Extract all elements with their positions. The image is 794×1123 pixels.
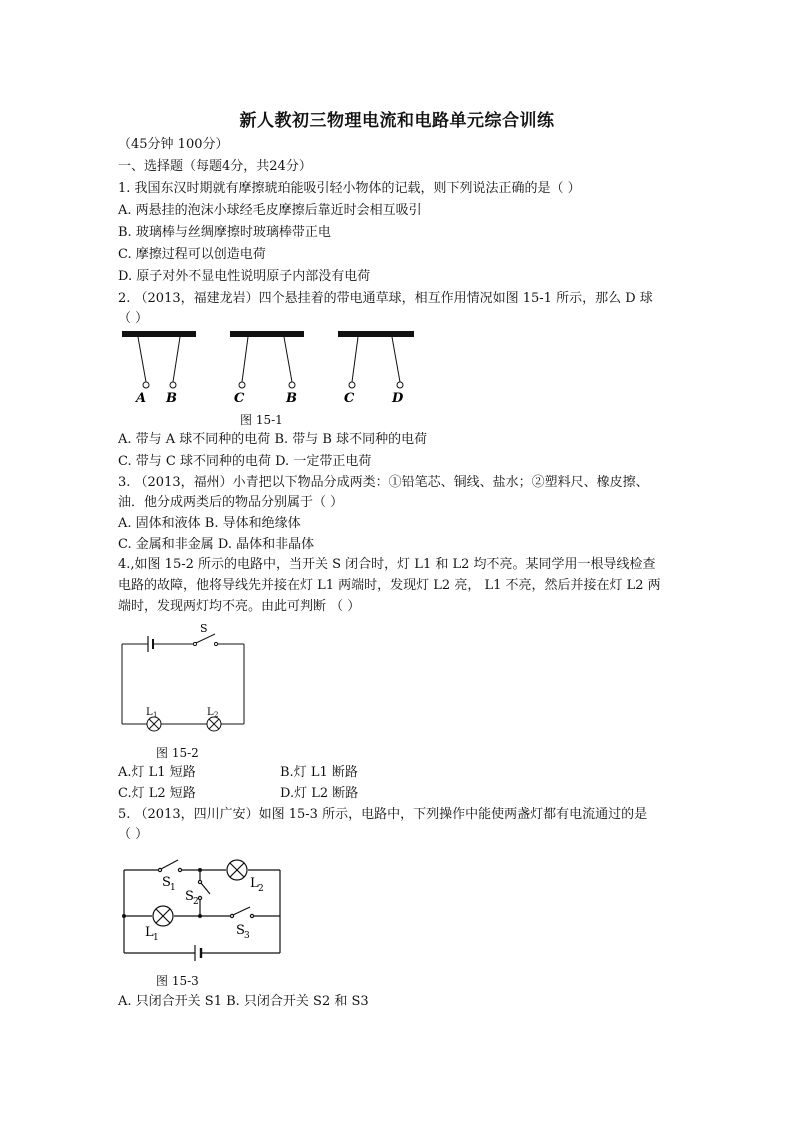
- switch-label-sub: 1: [170, 883, 176, 893]
- q2-options-cd: C. 带与 C 球不同种的电荷 D. 一定带正电荷: [118, 454, 372, 469]
- switch-label-sub: 2: [193, 897, 199, 907]
- q1-option-b: B. 玻璃棒与丝绸摩擦时玻璃棒带正电: [118, 225, 331, 240]
- q3-options-cd: C. 金属和非金属 D. 晶体和非晶体: [118, 537, 315, 552]
- q4-stem-line1: 4.,如图 15-2 所示的电路中，当开关 S 闭合时，灯 L1 和 L2 均不亮。某同学用一根导线检查: [118, 557, 656, 572]
- pair-cb: [230, 331, 304, 406]
- figure-15-3-circuit: [118, 850, 288, 968]
- ball-label: C: [344, 391, 355, 406]
- switch-label: S: [162, 875, 171, 890]
- q2-stem-line1: 2. （2013，福建龙岩）四个悬挂着的带电通草球，相互作用情况如图 15-1 所示，那么 D 球: [118, 291, 653, 306]
- lamp-label: L: [146, 707, 153, 718]
- switch-label: S: [236, 923, 245, 938]
- q4-stem-line2: 电路的故障，他将导线先并接在灯 L1 两端时，发现灯 L2 亮， L1 不亮，然后并接在灯 L2 两: [118, 578, 661, 593]
- lamp-l2-icon: [227, 860, 247, 880]
- ball-label: A: [136, 391, 147, 406]
- lamp-label: L: [250, 876, 259, 891]
- lamp-l1-icon: [147, 717, 161, 731]
- pair-cd: [338, 331, 414, 406]
- lamp-l2-icon: [207, 717, 221, 731]
- q5-options-ab: A. 只闭合开关 S1 B. 只闭合开关 S2 和 S3: [118, 994, 369, 1009]
- q1-option-d: D. 原子对外不显电性说明原子内部没有电荷: [118, 269, 371, 284]
- ball-label: C: [234, 391, 245, 406]
- lamp-label-sub: 1: [153, 711, 158, 719]
- lamp-label-sub: 2: [258, 884, 264, 894]
- q5-stem-line1: 5. （2013，四川广安）如图 15-3 所示，电路中，下列操作中能使两盏灯都有电流通过的是: [118, 807, 648, 822]
- figure-15-2-circuit: [118, 618, 250, 730]
- figure-15-1: [118, 326, 428, 410]
- q1-stem: 1. 我国东汉时期就有摩擦琥珀能吸引轻小物体的记载，则下列说法正确的是（ ）: [118, 181, 581, 196]
- q4-option-b: B.灯 L1 断路: [280, 765, 358, 780]
- q3-stem-line2: 油．他分成两类后的物品分别属于（ ）: [118, 495, 344, 510]
- switch-label: S: [200, 622, 208, 635]
- q1-option-c: C. 摩擦过程可以创造电荷: [118, 247, 266, 262]
- switch-label: S: [185, 889, 194, 904]
- q5-stem-line2: （ ）: [118, 827, 149, 842]
- pair-ab: [122, 331, 196, 406]
- page-title: 新人教初三物理电流和电路单元综合训练: [239, 111, 555, 131]
- figure-15-1-caption: 图 15-1: [240, 413, 283, 427]
- section-heading: 一、选择题（每题4分，共24分）: [118, 159, 312, 174]
- lamp-label-sub: 2: [214, 711, 219, 719]
- q4-option-d: D.灯 L2 断路: [280, 786, 359, 801]
- ball-label: B: [286, 391, 297, 406]
- switch-label-sub: 3: [244, 931, 250, 941]
- exam-meta: （45分钟 100分）: [118, 137, 229, 152]
- lamp-label: L: [145, 925, 154, 940]
- lamp-label: L: [207, 707, 214, 718]
- q3-options-ab: A. 固体和液体 B. 导体和绝缘体: [118, 516, 301, 531]
- q4-stem-line3: 端时，发现两灯均不亮。由此可判断 （ ）: [118, 599, 361, 614]
- q2-stem-line2: （ ）: [118, 311, 149, 326]
- q1-option-a: A. 两悬挂的泡沫小球经毛皮摩擦后靠近时会相互吸引: [118, 203, 422, 218]
- lamp-label-sub: 1: [153, 933, 159, 943]
- q2-options-ab: A. 带与 A 球不同种的电荷 B. 带与 B 球不同种的电荷: [118, 432, 428, 447]
- ball-label: B: [166, 391, 177, 406]
- q4-option-c: C.灯 L2 短路: [118, 786, 196, 801]
- figure-15-3-caption: 图 15-3: [156, 974, 199, 988]
- figure-15-2-caption: 图 15-2: [156, 746, 199, 760]
- lamp-l1-icon: [153, 906, 173, 926]
- q4-option-a: A.灯 L1 短路: [118, 765, 196, 780]
- q3-stem-line1: 3. （2013，福州）小青把以下物品分成两类：①铅笔芯、铜线、盐水；②塑料尺、橡皮擦、: [118, 475, 649, 490]
- ball-label: D: [392, 391, 404, 406]
